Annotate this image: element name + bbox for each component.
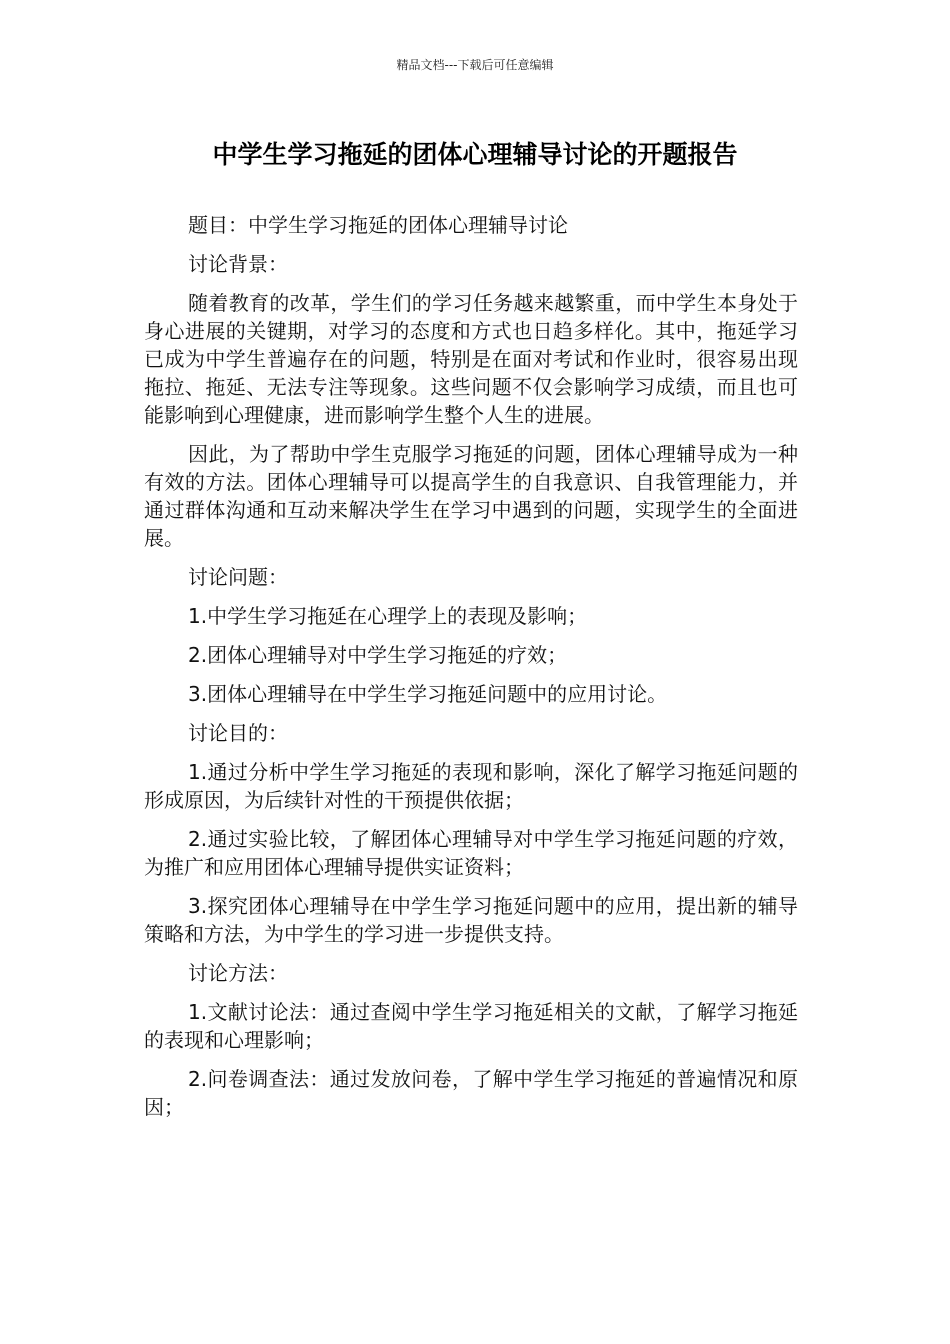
page-header-watermark: 精品文档---下载后可任意编辑 [396, 58, 554, 72]
heading-background: 讨论背景： [188, 252, 288, 276]
method-item-1: 1.文献讨论法：通过查阅中学生学习拖延相关的文献，了解学习拖延的表现和心理影响； [144, 1000, 798, 1052]
paragraph-background-2: 因此，为了帮助中学生克服学习拖延的问题，团体心理辅导成为一种有效的方法。团体心理辅导可以提高学生的自我意识、自我管理能力，并通过群体沟通和互动来解决学生在学习中遇到的问题，实现学生的全面进展。 [144, 442, 798, 550]
objective-item-3: 3.探究团体心理辅导在中学生学习拖延问题中的应用，提出新的辅导策略和方法，为中学生的学习进一步提供支持。 [144, 894, 798, 946]
question-item-2: 2.团体心理辅导对中学生学习拖延的疗效； [188, 643, 568, 667]
heading-objectives: 讨论目的： [188, 721, 288, 745]
objective-item-2: 2.通过实验比较，了解团体心理辅导对中学生学习拖延问题的疗效，为推广和应用团体心理辅导提供实证资料； [144, 827, 798, 879]
paragraph-topic: 题目：中学生学习拖延的团体心理辅导讨论 [188, 213, 568, 237]
question-item-1: 1.中学生学习拖延在心理学上的表现及影响； [188, 604, 588, 628]
paragraph-background-1: 随着教育的改革，学生们的学习任务越来越繁重，而中学生本身处于身心进展的关键期，对学习的态度和方式也日趋多样化。其中，拖延学习已成为中学生普遍存在的问题，特别是在面对考试和作业时，很容易出现拖拉、拖延、无法专注等现象。这些问题不仅会影响学习成绩，而且也可能影响到心理健康，进而影响学生整个人生的进展。 [144, 291, 798, 427]
document-title: 中学生学习拖延的团体心理辅导讨论的开题报告 [212, 140, 738, 169]
question-item-3: 3.团体心理辅导在中学生学习拖延问题中的应用讨论。 [188, 682, 668, 706]
document-body [144, 211, 798, 1132]
heading-questions: 讨论问题： [188, 565, 288, 589]
heading-methods: 讨论方法： [188, 961, 288, 985]
objective-item-1: 1.通过分析中学生学习拖延的表现和影响，深化了解学习拖延问题的形成原因，为后续针对性的干预提供依据； [144, 760, 798, 812]
method-item-2: 2.问卷调查法：通过发放问卷，了解中学生学习拖延的普遍情况和原因； [144, 1067, 798, 1119]
